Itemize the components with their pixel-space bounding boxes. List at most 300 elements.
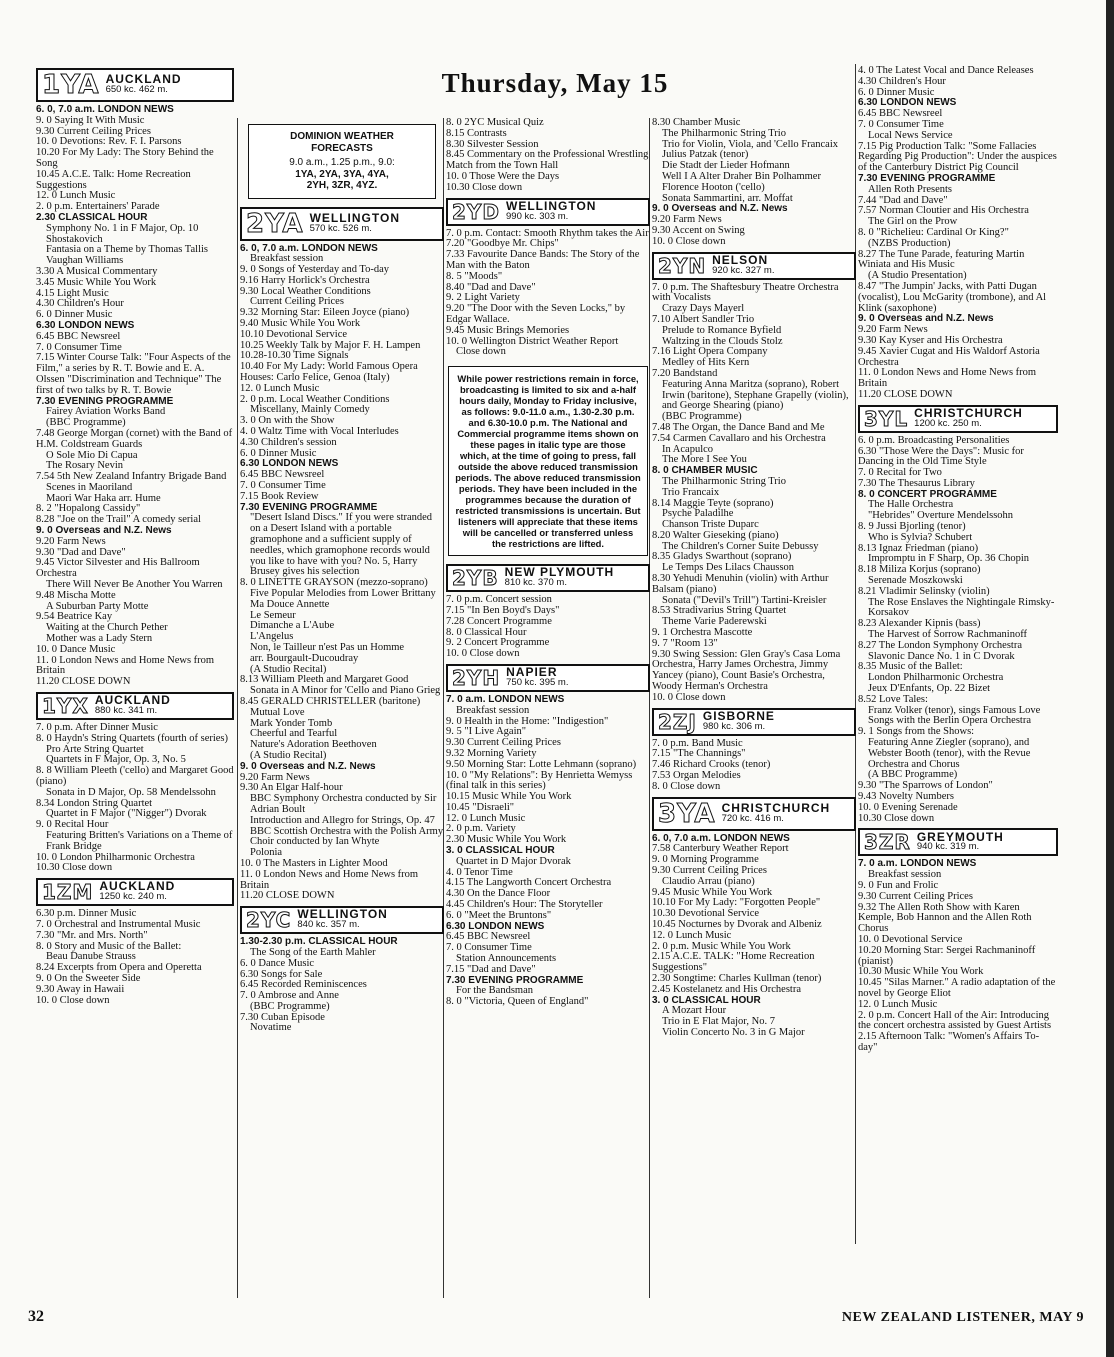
programme-line: Pro Arte String Quartet: [46, 743, 144, 755]
column-5: [858, 66, 1058, 1054]
programme-line: In Acapulco: [662, 443, 714, 455]
programme-line: 2. 0 p.m. Concert Hall of the Air: Introducing the concert orchestra assisted by Guest Artists: [858, 1009, 1052, 1032]
programme-line: 8. 9 Jussi Bjorling (tenor): [858, 521, 966, 533]
programme-line: BBC Symphony Orchestra conducted by Sir Adrian Boult: [250, 793, 437, 815]
programme-line: 8.30 Yehudi Menuhin (violin) with Arthur Balsam (piano): [652, 573, 829, 595]
programme-line: 6.30 LONDON NEWS: [36, 319, 135, 331]
programme-line: 8.27 The London Symphony Orchestra: [858, 639, 1022, 651]
programme-line: Trio Francaix: [662, 486, 720, 498]
weather-heading: FORECASTS: [311, 142, 373, 154]
programme-line: 7. 0 a.m. LONDON NEWS: [446, 693, 565, 705]
programme-line: 4.30 Children's Hour: [858, 75, 946, 87]
programme-line: 10. 0 Devotional Service: [858, 933, 963, 945]
programme-line: 9. 0 Saying It With Music: [36, 114, 145, 126]
programme-line: 10. 0 Close down: [36, 994, 110, 1006]
programme-line: 7. 0 p.m. The Shaftesbury Theatre Orchestra with Vocalists: [652, 281, 839, 304]
programme-line: 9.45 Victor Silvester and His Ballroom Orchestra: [36, 557, 200, 580]
programme-line: Featuring Anne Ziegler (soprano), and Webster Booth (tenor), with the Revue Orchestra and Chorus: [868, 737, 1031, 770]
programme-list: [240, 244, 444, 903]
programme-line: 6.30 "Those Were the Days": Music for Dancing in the Old Time Style: [858, 445, 1024, 468]
weather-heading: DOMINION WEATHER: [290, 131, 394, 142]
programme-line: 9.30 "Dad and Dave": [36, 546, 126, 558]
programme-list: [858, 436, 1058, 825]
programme-line: "Hebrides" Overture Mendelssohn: [868, 510, 1014, 522]
programme-line: 10.10 For My Lady: "Forgotten People": [652, 897, 821, 909]
programme-line: 8. 0 "Victoria, Queen of England": [446, 996, 589, 1008]
programme-line: 9.30 "The Sparrows of London": [858, 780, 993, 792]
station-header-2yc: [240, 906, 444, 934]
programme-list: [858, 66, 1058, 401]
programme-line: (BBC Programme): [662, 411, 742, 423]
programme-line: 9.30 Local Weather Conditions: [240, 285, 371, 297]
programme-line: 7. 0 a.m. LONDON NEWS: [858, 858, 977, 870]
programme-line: 9.30 Current Ceiling Prices: [446, 737, 561, 749]
programme-line: 8.24 Excerpts from Opera and Operetta: [36, 962, 202, 974]
programme-line: 10. 0 "My Relations": By Henrietta Wemyss (final talk in this series): [446, 769, 633, 792]
page-number: 32: [28, 1308, 44, 1325]
programme-line: 12. 0 Lunch Music: [652, 929, 732, 941]
programme-line: 9. 0 Overseas and N.Z. News: [858, 313, 994, 325]
station-call: 2ZJ: [658, 709, 697, 734]
programme-line: 7.20 Bandstand: [652, 367, 718, 379]
programme-line: 7.15 "In Ben Boyd's Days": [446, 604, 560, 616]
programme-line: 9. 7 "Room 13": [652, 637, 718, 649]
programme-line: 9.30 Away in Hawaii: [36, 983, 125, 995]
programme-line: (A Studio Presentation): [868, 270, 967, 282]
station-header-2yd: [446, 198, 650, 226]
programme-line: 6.45 BBC Newsreel: [858, 108, 943, 120]
programme-line: Polonia: [250, 847, 283, 859]
programme-line: arr. Bourgault-Ducoudray: [250, 652, 359, 664]
station-call: 2YN: [658, 253, 707, 278]
programme-line: 12. 0 Lunch Music: [36, 190, 116, 202]
programme-line: 9.20 Farm News: [240, 771, 310, 783]
programme-line: 7.15 Winter Course Talk: "Four Aspects of the Film," a series by R. T. Bowie and E. A. Olssen "Discrimination and Technique" The first of two talks by R. T. Bowie: [36, 352, 231, 396]
programme-line: 6.30 LONDON NEWS: [240, 458, 339, 470]
programme-line: 4. 0 The Latest Vocal and Dance Releases: [858, 65, 1034, 76]
programme-line: 7. 0 Orchestral and Instrumental Music: [36, 918, 201, 930]
programme-line: 4.15 The Langworth Concert Orchestra: [446, 877, 612, 889]
programme-line: 7.53 Organ Melodies: [652, 770, 741, 782]
programme-line: 9.20 Farm News: [652, 214, 722, 226]
programme-line: London Philharmonic Orchestra: [868, 672, 1004, 684]
programme-line: 7.48 George Morgan (cornet) with the Band of H.M. Coldstream Guards: [36, 427, 233, 450]
station-freq: 810 kc. 370 m.: [504, 577, 567, 589]
programme-line: 4. 0 Waltz Time with Vocal Interludes: [240, 426, 399, 438]
programme-line: Miscellany, Mainly Comedy: [250, 404, 370, 416]
programme-line: The More I See You: [662, 454, 747, 466]
programme-line: 10. 0 Close down: [652, 235, 726, 247]
publication-footer: NEW ZEALAND LISTENER, MAY 9: [841, 1310, 1084, 1325]
power-restrictions-notice: While power restrictions remain in force, broadcasting is limited to six and a-half hours daily, Monday to Friday inclusive, as follows: 9.0-11.0 a.m., 1.30-2.30 p.m. and 6.30-10.0 p.m. The National and Commercial programme items shown on these pages in italic type are those which, at the time of going to press, fall outside the above reduced transmission periods. The above reduced transmission periods. They have been included in the programmes because the duration of restricted transmissions is uncertain. But listeners will appreciate that these items will be cancelled or transferred unless the restrictions are lifted.: [448, 366, 648, 556]
programme-line: 10.15 Music While You Work: [446, 791, 572, 803]
programme-line: 7.30 EVENING PROGRAMME: [858, 172, 996, 184]
programme-line: Waltzing in the Clouds Stolz: [662, 335, 783, 347]
programme-line: Chanson Triste Duparc: [662, 519, 759, 531]
programme-line: 9.32 Morning Star: Eileen Joyce (piano): [240, 307, 410, 319]
programme-line: 7. 0 p.m. Band Music: [652, 737, 743, 749]
programme-line: 9. 0 Overseas and N.Z. News: [240, 760, 376, 772]
programme-line: 2.45 Kostelanetz and His Orchestra: [652, 983, 801, 995]
programme-line: Florence Hooton ('cello): [662, 181, 765, 193]
programme-line: The Harvest of Sorrow Rachmaninoff: [868, 629, 1028, 641]
programme-line: 9.30 Swing Session: Glen Gray's Casa Loma Orchestra, Harry James Orchestra, Jimmy Yancey (piano), Count Basie's Orchestra, Woody Herman's Orchestra: [652, 648, 841, 693]
programme-line: 4.15 Light Music: [36, 287, 109, 299]
programme-line: 8.35 Gladys Swarthout (soprano): [652, 551, 792, 563]
programme-line: 9. 0 Overseas and N.Z. News: [652, 203, 788, 215]
programme-list: [446, 695, 650, 1008]
station-header-2yh: [446, 664, 650, 692]
programme-line: 10. 0 Evening Serenade: [858, 801, 958, 813]
column-rule: [237, 118, 238, 1298]
station-call: 2YD: [452, 199, 500, 224]
programme-line: Quartet in D Major Dvorak: [456, 855, 571, 867]
station-city: GISBORNE: [702, 708, 775, 723]
programme-line: 3. 0 CLASSICAL HOUR: [446, 845, 555, 857]
programme-line: The Philharmonic String Trio: [662, 127, 786, 139]
programme-line: Sonata in A Minor for 'Cello and Piano Grieg: [250, 685, 441, 697]
station-header-3ya: [652, 797, 856, 831]
station-header-3zr: [858, 828, 1058, 856]
programme-line: 10. 0 Close down: [652, 691, 726, 703]
programme-line: 3. 0 On with the Show: [240, 415, 335, 427]
programme-line: Slavonic Dance No. 1 in C Dvorak: [868, 650, 1015, 662]
programme-line: 9.30 Current Ceiling Prices: [858, 890, 973, 902]
programme-line: 8.28 "Joe on the Trail" A comedy serial: [36, 514, 201, 526]
programme-line: 10.30 Close down: [858, 812, 935, 824]
programme-line: 11. 0 London News and Home News from Britain: [240, 868, 419, 891]
programme-line: 10.45 Nocturnes by Dvorak and Albeniz: [652, 919, 822, 930]
programme-line: 11.20 CLOSE DOWN: [858, 388, 953, 400]
programme-line: 9. 0 Recital Hour: [36, 819, 109, 831]
programme-line: Close down: [456, 346, 506, 358]
programme-line: 7.57 Norman Cloutier and His Orchestra: [858, 205, 1029, 217]
programme-line: 8.27 The Tune Parade, featuring Martin Winiata and His Music: [858, 248, 1025, 271]
programme-line: 8. 0 Classical Hour: [446, 626, 527, 638]
station-freq: 880 kc. 341 m.: [94, 705, 158, 717]
programme-line: 10. 0 Wellington District Weather Report: [446, 335, 619, 347]
station-call: 2YB: [452, 566, 499, 591]
station-header-2zj: [652, 708, 856, 736]
programme-line: 8. 0 Close down: [652, 780, 721, 792]
programme-line: 8.14 Maggie Teyte (soprano): [652, 497, 774, 509]
programme-line: 11. 0 London News and Home News from Britain: [858, 367, 1037, 390]
programme-line: 10.30 Close down: [446, 181, 523, 193]
programme-line: 6.30 Songs for Sale: [240, 968, 323, 980]
station-freq: 980 kc. 306 m.: [702, 720, 766, 732]
programme-line: 9.50 Morning Star: Lotte Lehmann (soprano): [446, 758, 637, 770]
programme-line: Fairey Aviation Works Band: [46, 406, 166, 418]
programme-line: 8.53 Stradivarius String Quartet: [652, 605, 787, 617]
programme-line: 7.58 Canterbury Weather Report: [652, 843, 789, 855]
programme-list: [446, 229, 650, 359]
programme-line: 7.30 EVENING PROGRAMME: [36, 395, 174, 407]
station-city: WELLINGTON: [309, 210, 400, 225]
station-freq: 920 kc. 327 m.: [712, 264, 775, 276]
programme-line: 9.45 Music While You Work: [652, 886, 773, 898]
programme-line: 9.20 "The Door with the Seven Locks," by Edgar Wallace.: [446, 303, 626, 325]
programme-line: 10.30 Devotional Service: [652, 908, 760, 920]
programme-line: 7. 0 p.m. After Dinner Music: [36, 722, 158, 734]
programme-line: 9.30 Kay Kyser and His Orchestra: [858, 334, 1003, 346]
programme-line: 7.30 Cuban Episode: [240, 1011, 325, 1023]
programme-line: 8. 5 "Moods": [446, 270, 503, 282]
station-freq: 940 kc. 319 m.: [916, 841, 980, 853]
programme-line: 12. 0 Lunch Music: [446, 812, 526, 824]
programme-line: The Girl on the Prow: [868, 216, 958, 228]
programme-line: 9.40 Music While You Work: [240, 318, 361, 330]
programme-line: 8. 0 CHAMBER MUSIC: [652, 465, 758, 477]
programme-line: 2.30 CLASSICAL HOUR: [36, 211, 148, 223]
programme-line: Maori War Haka arr. Hume: [46, 492, 161, 504]
programme-list: [652, 739, 856, 793]
weather-stations: 1YA, 2YA, 3YA, 4YA,: [295, 168, 389, 180]
programme-line: 11.20 CLOSE DOWN: [240, 890, 335, 902]
station-city: AUCKLAND: [105, 72, 182, 87]
programme-line: Fantasia on a Theme by Thomas Tallis Vaughan Williams: [46, 244, 208, 267]
weather-times: 9.0 a.m., 1.25 p.m., 9.0:: [289, 157, 395, 168]
programme-list: [652, 118, 856, 248]
programme-line: Sonata ("Devil's Trill") Tartini-Kreisler: [662, 594, 827, 606]
programme-line: Dimanche a L'Aube: [250, 620, 335, 632]
programme-line: 7. 0 Consumer Time: [858, 118, 944, 130]
station-header-2yb: [446, 564, 650, 592]
programme-line: 3.45 Music While You Work: [36, 276, 157, 288]
programme-line: 8.45 GERALD CHRISTELLER (baritone): [240, 695, 421, 707]
programme-line: 11.20 CLOSE DOWN: [36, 676, 131, 688]
page-edge: [1106, 0, 1114, 1357]
programme-line: Novatime: [250, 1022, 292, 1034]
programme-line: Julius Patzak (tenor): [662, 149, 749, 161]
programme-line: 9.32 Morning Variety: [446, 747, 537, 759]
programme-line: 7.54 Carmen Cavallaro and his Orchestra: [652, 432, 826, 444]
programme-line: 9. 0 On the Sweeter Side: [36, 972, 141, 984]
programme-line: For the Bandsman: [456, 985, 533, 997]
station-freq: 720 kc. 416 m.: [721, 812, 784, 824]
station-header-1zm: [36, 878, 234, 906]
programme-line: 6. 0, 7.0 a.m. LONDON NEWS: [652, 832, 790, 844]
programme-line: "Desert Island Discs." If you were stranded on a Desert Island with a portable gramophone and a sufficient supply of needles, which gramophone records would you like to have with you? No. 5, Harry Brusey gives his selection: [250, 512, 433, 578]
programme-line: 8.20 Walter Gieseking (piano): [652, 529, 779, 541]
station-freq: 990 kc. 303 m.: [506, 210, 569, 222]
station-freq: 1200 kc. 250 m.: [914, 417, 982, 429]
station-freq: 570 kc. 526 m.: [309, 222, 372, 234]
programme-line: 7.15 Pig Production Talk: "Some Fallacies Regarding Pig Production": Under the auspices of the Canterbury District Pig Council: [858, 140, 1057, 174]
programme-line: 6.30 LONDON NEWS: [446, 920, 545, 932]
programme-line: 8.18 Miliza Korjus (soprano): [858, 564, 981, 576]
station-city: NEW PLYMOUTH: [504, 565, 615, 580]
programme-line: 8.30 Chamber Music: [652, 117, 741, 128]
programme-line: Five Popular Melodies from Lower Brittany: [250, 588, 436, 599]
programme-line: 9.30 Accent on Swing: [652, 224, 745, 236]
programme-line: 7.30 "Mr. and Mrs. North": [36, 929, 148, 941]
programme-line: Breakfast session: [250, 253, 324, 265]
programme-line: 10. 0 Those Were the Days: [446, 170, 560, 182]
programme-line: Violin Concerto No. 3 in G Major: [662, 1026, 805, 1038]
station-city: WELLINGTON: [506, 198, 597, 213]
station-freq: 840 kc. 357 m.: [297, 919, 360, 931]
programme-line: A Mozart Hour: [662, 1005, 727, 1017]
programme-line: 8. 0 2YC Musical Quiz: [446, 117, 544, 128]
programme-line: 7. 0 p.m. Concert session: [446, 594, 552, 606]
weather-forecast-box: [248, 124, 436, 199]
programme-line: Well I A Alter Draher Bin Polhammer: [662, 170, 821, 182]
programme-line: 11. 0 London News and Home News from Britain: [36, 654, 215, 677]
programme-line: Sonata Sammartini, arr. Moffat: [662, 192, 793, 204]
station-city: CHRISTCHURCH: [914, 405, 1023, 420]
programme-line: 1.30-2.30 p.m. CLASSICAL HOUR: [240, 936, 398, 948]
station-header-2ya: [240, 207, 444, 241]
programme-line: Mark Yonder Tomb: [250, 717, 333, 729]
programme-line: 7.15 "Dad and Dave": [446, 963, 536, 975]
programme-line: 9.54 Beatrice Kay: [36, 611, 113, 623]
programme-list: [36, 105, 234, 688]
programme-line: 6. 0 p.m. Broadcasting Personalities: [858, 434, 1010, 446]
column-3: [446, 118, 650, 1008]
programme-line: 4.30 Children's session: [240, 436, 337, 448]
column-2: [240, 118, 444, 1034]
programme-line: 7.54 5th New Zealand Infantry Brigade Band: [36, 471, 227, 483]
programme-line: 9. 2 Light Variety: [446, 292, 520, 304]
programme-line: Impromptu in F Sharp, Op. 36 Chopin: [868, 553, 1030, 565]
programme-line: 8. 8 William Pleeth ('cello) and Margaret Good (piano): [36, 765, 234, 788]
programme-line: Current Ceiling Prices: [250, 296, 344, 308]
programme-line: 10. 0 Devotions: Rev. F. I. Parsons: [36, 136, 182, 148]
programme-line: 9. 1 Orchestra Mascotte: [652, 627, 753, 639]
programme-line: 9.20 Farm News: [858, 324, 928, 336]
programme-line: Allen Roth Presents: [868, 183, 952, 195]
programme-line: 9.30 Current Ceiling Prices: [36, 125, 151, 137]
programme-line: O Sole Mio Di Capua: [46, 449, 138, 461]
programme-line: 9.16 Harry Horlick's Orchestra: [240, 274, 370, 286]
programme-line: The Halle Orchestra: [868, 499, 954, 511]
programme-line: 10.45 "Disraeli": [446, 801, 515, 813]
programme-line: 9. 2 Concert Programme: [446, 637, 550, 649]
programme-line: 9.32 The Allen Roth Show with Karen Kemple, Bob Hannon and the Allen Roth Chorus: [858, 901, 1032, 935]
programme-line: 7. 0 Consumer Time: [446, 942, 532, 954]
station-call: 2YA: [246, 208, 304, 239]
station-city: NAPIER: [506, 665, 558, 680]
programme-line: 10. 0 Close down: [446, 648, 520, 660]
programme-line: 9. 5 "I Live Again": [446, 726, 527, 738]
programme-list: [858, 859, 1058, 1053]
programme-line: 9.30 Current Ceiling Prices: [652, 865, 767, 877]
station-header-1yx: [36, 692, 234, 720]
programme-line: Scenes in Maoriland: [46, 481, 133, 493]
programme-line: 10. 0 London Philharmonic Orchestra: [36, 851, 195, 863]
programme-line: (NZBS Production): [868, 237, 951, 249]
station-header-3yl: [858, 405, 1058, 433]
programme-line: Beau Danube Strauss: [46, 951, 136, 963]
programme-line: 8.13 William Pleeth and Margaret Good: [240, 674, 409, 686]
programme-line: L'Angelus: [250, 631, 294, 643]
programme-line: Breakfast session: [868, 869, 942, 881]
programme-line: 2. 0 p.m. Variety: [446, 823, 516, 835]
programme-list: [446, 118, 650, 194]
programme-line: 3. 0 CLASSICAL HOUR: [652, 994, 761, 1006]
programme-line: 9. 0 Morning Programme: [652, 854, 759, 866]
programme-line: BBC Scottish Orchestra with the Polish Army Choir conducted by Ian Whyte: [250, 825, 444, 848]
programme-line: Theme Varie Paderewski: [662, 616, 767, 628]
programme-list: [240, 937, 444, 1034]
programme-line: 7. 0 Ambrose and Anne: [240, 990, 339, 1002]
programme-line: Non, le Tailleur n'est Pas un Homme: [250, 641, 405, 653]
programme-line: Cheerful and Tearful: [250, 728, 338, 740]
programme-line: The Children's Corner Suite Debussy: [662, 540, 819, 552]
programme-line: 7.30 EVENING PROGRAMME: [240, 501, 378, 513]
programme-line: 6.45 BBC Newsreel: [36, 330, 121, 342]
programme-line: 8.35 Music of the Ballet:: [858, 661, 963, 673]
programme-line: The Rose Enslaves the Nightingale Rimsky-Korsakov: [868, 596, 1055, 619]
programme-line: Medley of Hits Kern: [662, 357, 750, 369]
programme-line: (A Studio Recital): [250, 749, 327, 761]
station-city: AUCKLAND: [94, 693, 171, 708]
programme-line: 2. 0 p.m. Music While You Work: [652, 940, 791, 952]
programme-line: Le Semeur: [250, 609, 296, 621]
programme-line: 8.40 "Dad and Dave": [446, 281, 536, 293]
programme-line: 8.30 Silvester Session: [446, 138, 539, 150]
station-call: 3YA: [658, 798, 716, 829]
station-freq: 1250 kc. 240 m.: [99, 891, 167, 903]
programme-line: 10.20 For My Lady: The Story Behind the Song: [36, 147, 214, 169]
station-freq: 750 kc. 395 m.: [506, 676, 569, 688]
programme-line: Claudio Arrau (piano): [662, 875, 755, 887]
programme-line: Prelude to Romance Byfield: [662, 324, 782, 336]
programme-line: (A BBC Programme): [868, 769, 958, 781]
weather-stations: 2YH, 3ZR, 4YZ.: [306, 180, 378, 191]
column-4: [652, 118, 856, 1039]
programme-line: 8.34 London String Quartet: [36, 797, 153, 809]
programme-line: 9. 1 Songs from the Shows:: [858, 726, 975, 738]
programme-line: 9. 0 Overseas and N.Z. News: [36, 525, 172, 537]
programme-line: Sonata in D Major, Op. 58 Mendelssohn: [46, 786, 216, 798]
programme-line: 2.15 Afternoon Talk: "Women's Affairs To-day": [858, 1031, 1040, 1053]
programme-line: 6. 0 Dinner Music: [858, 86, 935, 98]
programme-line: 8. 0 Haydn's String Quartets (fourth of series): [36, 732, 229, 744]
programme-list: [36, 723, 234, 874]
programme-line: (A Studio Recital): [250, 663, 327, 675]
station-city: AUCKLAND: [99, 879, 176, 894]
programme-line: Quartet in F Major ("Nigger") Dvorak: [46, 808, 207, 820]
programme-list: [652, 834, 856, 1039]
programme-line: 7. 0 Consumer Time: [36, 341, 122, 353]
programme-line: 10.28-10.30 Time Signals: [240, 350, 349, 362]
column-1: [36, 64, 234, 1006]
programme-line: Ma Douce Annette: [250, 598, 330, 610]
programme-line: 10.40 For My Lady: World Famous Opera Houses: Carlo Felice, Genoa (Italy): [240, 361, 418, 384]
programme-line: 6. 0 Dinner Music: [240, 447, 317, 459]
programme-line: The Song of the Earth Mahler: [250, 946, 376, 958]
programme-line: 10.25 Weekly Talk by Major F. H. Lampen: [240, 339, 421, 351]
programme-line: Nature's Adoration Beethoven: [250, 739, 377, 751]
programme-line: 4.30 On the Dance Floor: [446, 888, 551, 900]
programme-line: Psyche Paladilhe: [662, 508, 734, 520]
programme-line: 2. 0 p.m. Local Weather Conditions: [240, 393, 390, 405]
programme-line: 7.44 "Dad and Dave": [858, 194, 948, 206]
programme-line: 4.30 Children's Hour: [36, 298, 124, 310]
programme-line: Franz Volker (tenor), sings Famous Love Songs with the Berlin Opera Orchestra: [868, 704, 1041, 727]
programme-line: 6.30 p.m. Dinner Music: [36, 908, 137, 920]
programme-line: 2. 0 p.m. Entertainers' Parade: [36, 201, 160, 213]
programme-line: Introduction and Allegro for Strings, Op. 47: [250, 814, 435, 826]
programme-line: 8.13 Ignaz Friedman (piano): [858, 542, 979, 554]
programme-line: Crazy Days Mayerl: [662, 303, 745, 315]
station-call: 1YX: [42, 694, 89, 719]
programme-line: 7.15 "The Channings": [652, 748, 746, 760]
programme-line: 8. 0 CONCERT PROGRAMME: [858, 488, 997, 500]
programme-line: 4.45 Children's Hour: The Storyteller: [446, 899, 603, 911]
programme-line: The Rosary Nevin: [46, 460, 123, 472]
